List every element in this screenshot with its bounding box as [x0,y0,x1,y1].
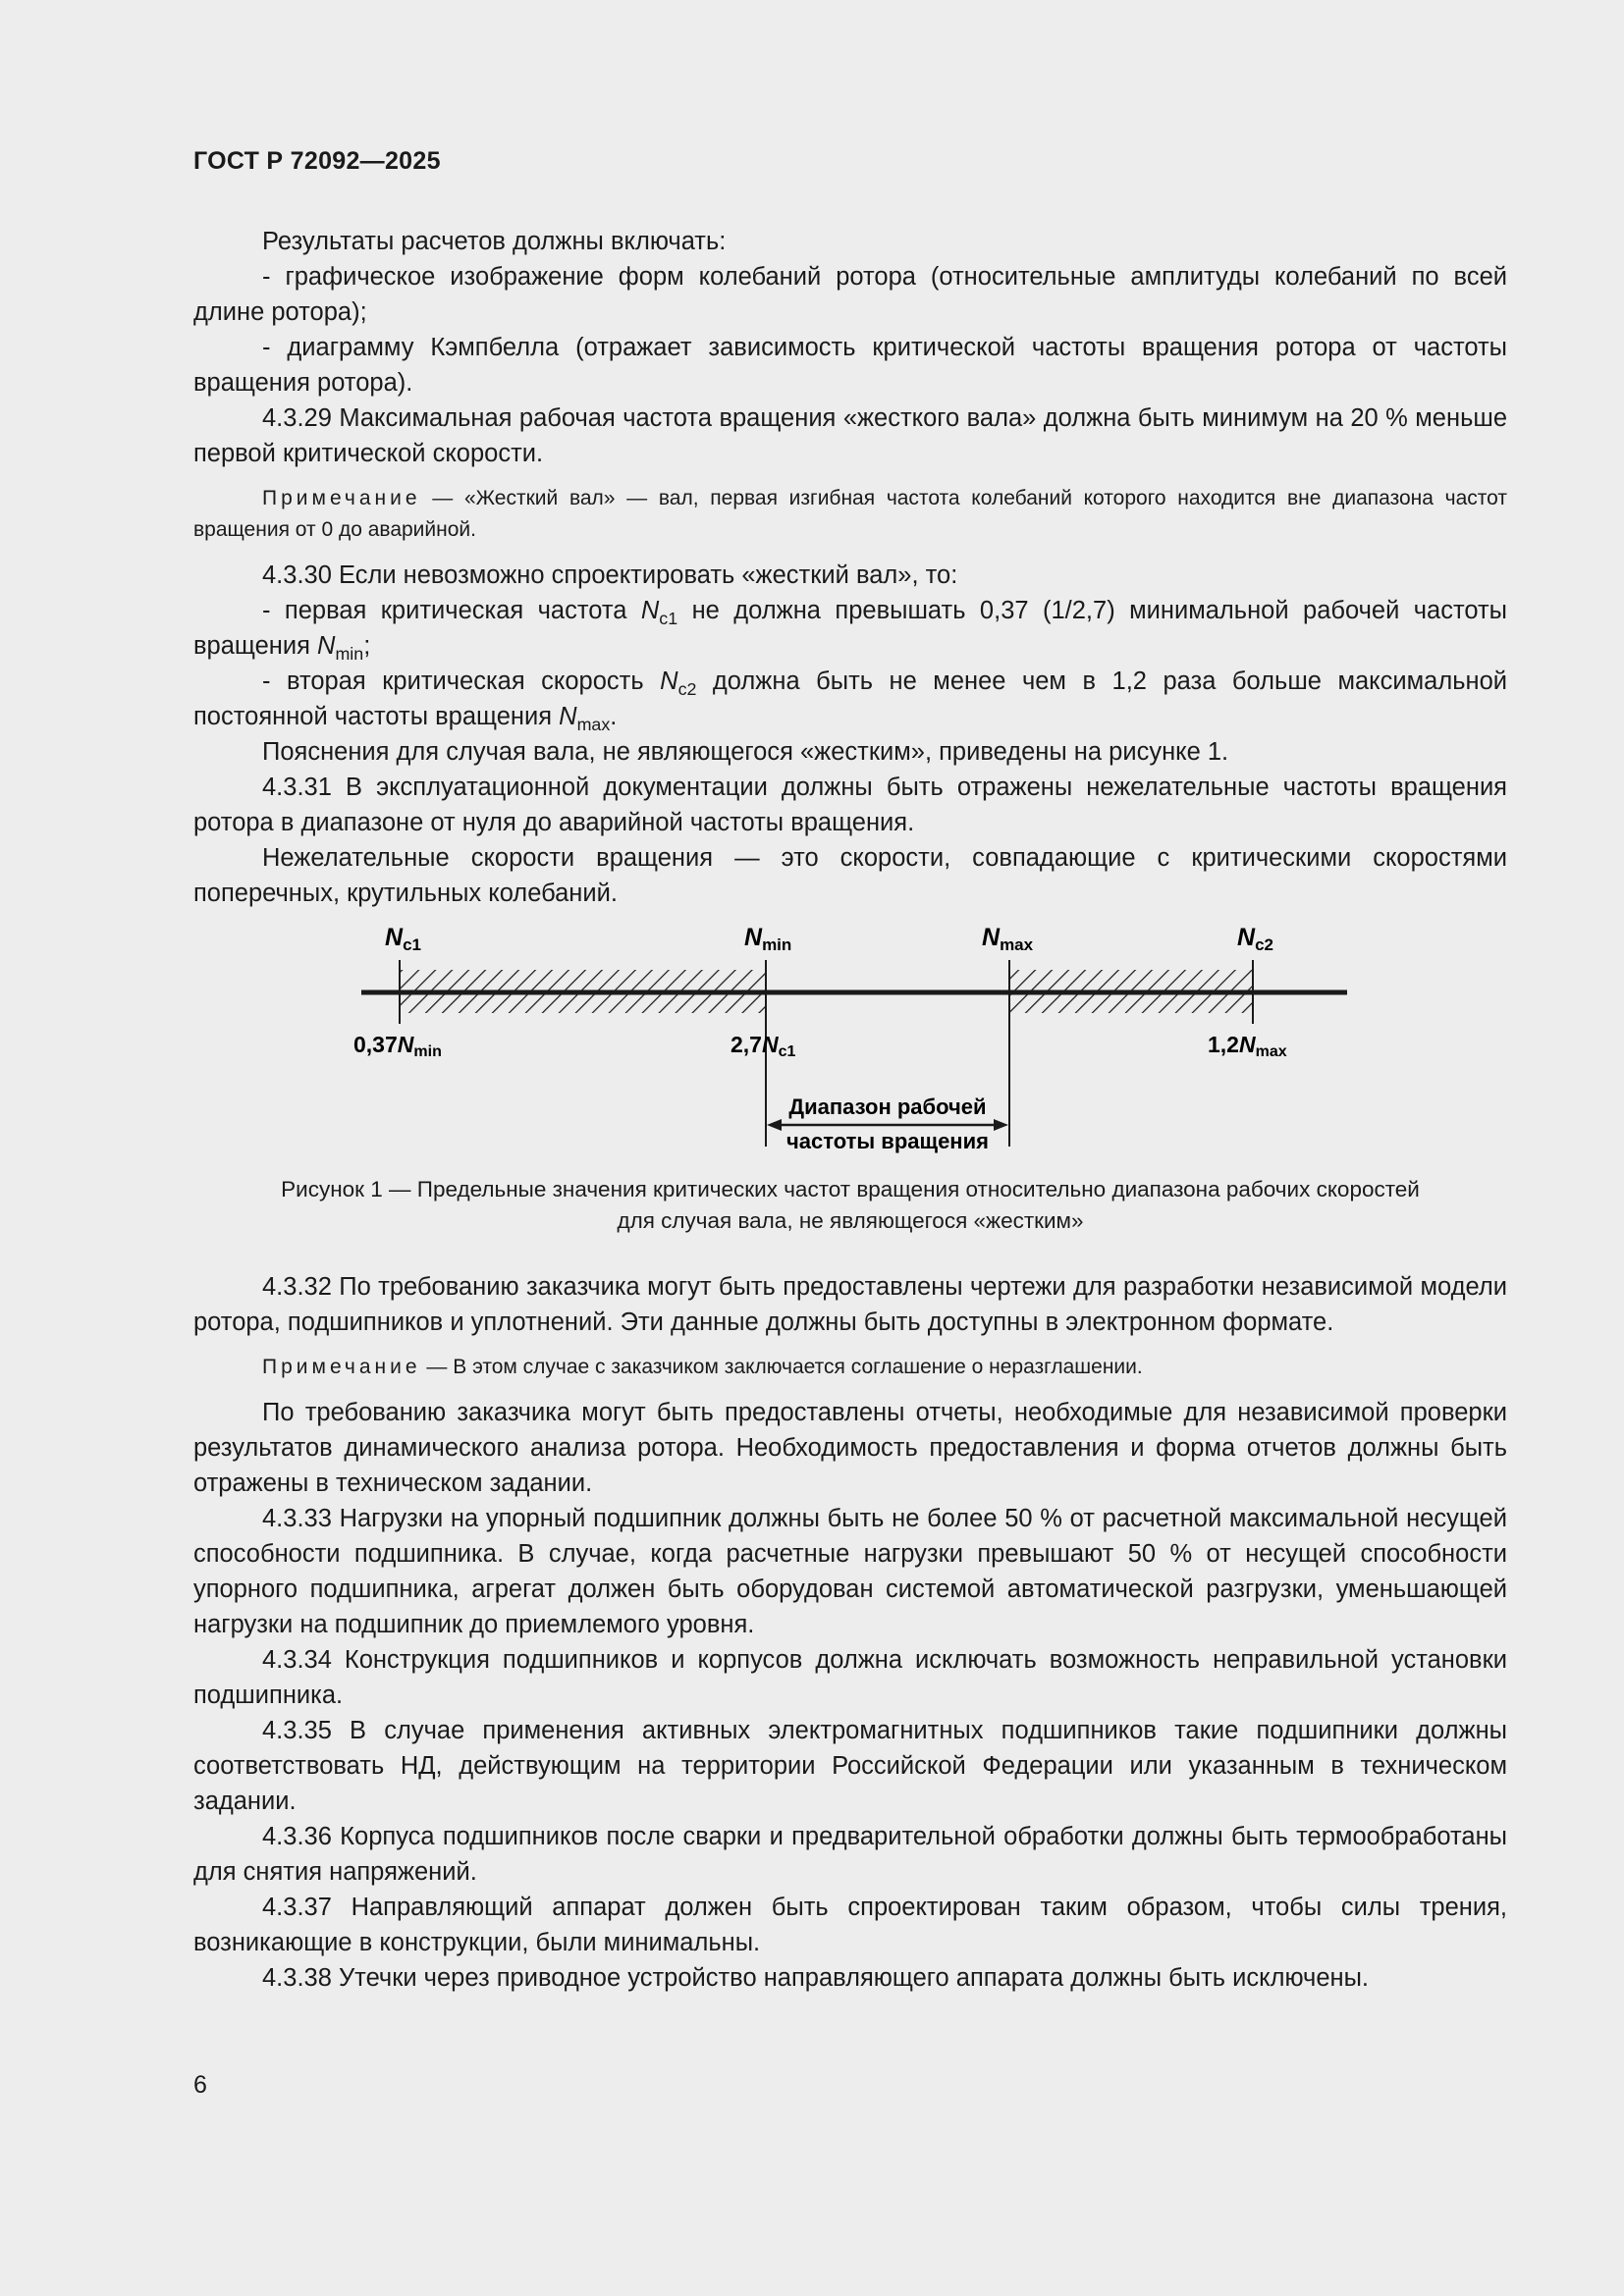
list-item: - диаграмму Кэмпбелла (отражает зависимость критической частоты вращения ротора от частоты вращения ротора). [193,334,1507,397]
list-item: - графическое изображение форм колебаний ротора (относительные амплитуды колебаний по всей длине ротора); [193,263,1507,326]
clause-4-3-32: 4.3.32 По требованию заказчика могут быть предоставлены чертежи для разработки независимой модели ротора, подшипников и уплотнений. Эти данные должны быть доступны в электронном формате. [193,1273,1507,1336]
clause-4-3-34: 4.3.34 Конструкция подшипников и корпусов должна исключать возможность неправильной установки подшипника. [193,1646,1507,1709]
note-label: Примечание [262,1356,421,1378]
clause-4-3-38: 4.3.38 Утечки через приводное устройство направляющего аппарата должны быть исключены. [262,1964,1370,1992]
clause-4-3-33: 4.3.33 Нагрузки на упорный подшипник должны быть не более 50 % от расчетной максимальной несущей способности подшипника. В случае, когда расчетные нагрузки превышают 50 % от несущей способности упорного подшипника, агрегат должен быть оборудован системой автоматической разгрузки, уменьшающей нагрузки на подшипник до приемлемого уровня. [193,1505,1507,1638]
list-item: - первая критическая частота $N_{c1}$ не должна превышать 0,37 (1/2,7) минимальной рабочей частоты вращения $N_{min}$; [193,597,1507,664]
text-block-upper [193,224,1507,911]
note-label: Примечание [262,487,421,509]
clause-4-3-30: 4.3.30 Если невозможно спроектировать «жесткий вал», то: [262,561,958,589]
clause-4-3-31: 4.3.31 В эксплуатационной документации должны быть отражены нежелательные частоты вращения ротора в диапазоне от нуля до аварийной частоты вращения. [193,774,1507,836]
critical-speed-diagram [344,911,1375,1156]
arrowhead-left [767,1119,782,1131]
note [193,1352,1507,1383]
list-item: - вторая критическая скорость $N_{c2}$ должна быть не менее чем в 1,2 раза больше максимальной постоянной частоты вращения $N_{max}$. [193,667,1508,734]
paragraph: Пояснения для случая вала, не являющегося «жестким», приведены на рисунке 1. [262,738,1229,766]
paragraph: По требованию заказчика могут быть предоставлены отчеты, необходимые для независимой проверки результатов динамического анализа ротора. Необходимость предоставления и форма отчетов должны быть отражены в техническом задании. [193,1399,1507,1497]
label-27-nc1: 2,7Nc1 [731,1032,796,1060]
clause-4-3-35: 4.3.35 В случае применения активных электромагнитных подшипников такие подшипники должны соответствовать НД, действующим на территории Российской Федерации или указанным в техническом задании. [193,1717,1507,1815]
note-text: — В этом случае с заказчиком заключается соглашение о неразглашении. [420,1356,1143,1378]
figure-1-diagram [344,911,1375,1156]
figure-caption [193,1174,1507,1237]
label-12-nmax: 1,2Nmax [1208,1032,1287,1060]
clause-4-3-36: 4.3.36 Корпуса подшипников после сварки и предварительной обработки должны быть термообработаны для снятия напряжений. [193,1823,1507,1886]
operating-range-label-1: Диапазон рабочей [788,1095,987,1119]
clause-4-3-29: 4.3.29 Максимальная рабочая частота вращения «жесткого вала» должна быть минимум на 20 % меньше первой критической скорости. [193,404,1507,467]
note [193,483,1507,546]
label-037-nmin: 0,37Nmin [353,1032,442,1060]
paragraph: Нежелательные скорости вращения — это скорости, совпадающие с критическими скоростями поперечных, крутильных колебаний. [193,844,1507,907]
label-nc2: $N_{c2}$ [1237,924,1273,954]
note-text: — «Жесткий вал» — вал, первая изгибная частота колебаний которого находится вне диапазона частот вращения от 0 до аварийной. [193,487,1507,541]
caption-line: Рисунок 1 — Предельные значения критических частот вращения относительно диапазона рабочих скоростей [281,1177,1420,1201]
arrowhead-right [994,1119,1008,1131]
text-block-lower [193,1269,1507,1996]
operating-range-label-2: частоты вращения [786,1129,989,1153]
label-nc1: $N_{c1}$ [385,924,421,954]
label-nmax: $N_{max}$ [982,924,1034,954]
document-header: ГОСТ Р 72092—2025 [193,147,441,175]
label-nmin: $N_{min}$ [744,924,792,954]
caption-line: для случая вала, не являющегося «жестким» [617,1208,1084,1233]
paragraph: Результаты расчетов должны включать: [262,228,727,255]
page-number: 6 [193,2071,207,2099]
clause-4-3-37: 4.3.37 Направляющий аппарат должен быть спроектирован таким образом, чтобы силы трения, возникающие в конструкции, были минимальны. [193,1894,1507,1956]
